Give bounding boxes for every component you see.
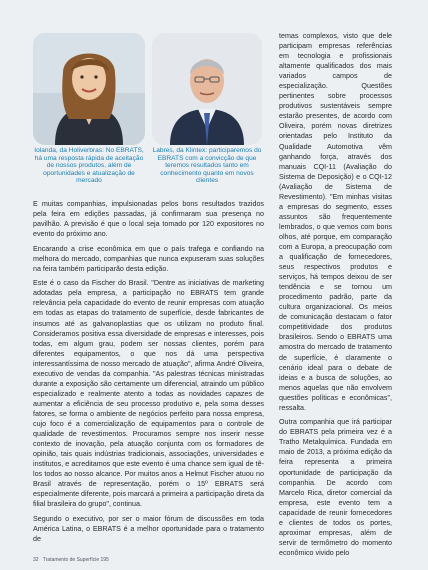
photo-caption-labres: Labres, da Klintex: participaremos do EBRATS com a convicção de que teremos resultados tanto em conhecimento quanto em novos clientes [152,147,262,185]
article-column-left [33,199,264,549]
paragraph: Outra companhia que irá participar do EBRATS pela primeira vez é a Tratho Metalquímica. Fundada em maio de 2013, a próxima edição da feira representa a primeira oportunidade de participação da companhia. De acordo com Marcelo Rica, diretor comercial da empresa, este evento tem a capacidade de reunir fornecedores e clientes de todos os portes, aproximar empresas, além de servir de termômetro do momento econômico vivido pelo [279,418,392,557]
page-number: 32 [33,557,39,563]
paragraph: Segundo o executivo, por ser o maior fórum de discussões em toda América Latina, o EBRATS é a melhor oportunidade para o tratamento de [33,514,264,543]
paragraph: E muitas companhias, impulsionadas pelos bons resultados trazidos pela feira em edições passadas, já confirmaram sua presença no pavilhão. A previsão é que o local seja tomado por 120 expositores no evento do próximo ano. [33,200,264,239]
portrait-man-image [152,33,262,145]
publication-name: Tratamento de Superfície 195 [42,557,109,563]
page-footer [33,557,109,563]
photo-labres [152,33,262,145]
paragraph: Este é o caso da Fischer do Brasil. "Dentre as iniciativas de marketing adotadas pela empresa, a participação no EBRATS tem grande relevância pela capacidade do evento de reunir empresas com atuação em todas as etapas do tratamento de superfície, desde fabricantes de insumos até as galvanoplastias que os utilizam no produto final. Consideramos positiva essa diversidade de empresas e interesses, pois todas, em algum grau, podem ser nossas clientes, porém para diferentes equipamentos, o que nos dá uma perspectiva interessantíssima de nosso mercado de atuação", afirma André Oliveira, executivo de vendas da companhia. "As palestras técnicas ministradas durante a exposição são certamente um diferencial, atraindo um público especializado e realmente atento a todas as novidades capazes de aumentar a eficiência de seu processo produtivo e, pela soma desses fatores, se forma o ambiente de negócios perfeito para nossa empresa, cujo foco é a comercialização de equipamentos para o controle de qualidade de revestimentos. Procuramos sempre nos inserir nesse contexto de inovação, pela atuação conjunta com os formadores de opinião, tais quais indústrias tradicionais, associações, universidades e institutos, e acreditamos que este evento é uma chance sem igual de tê-los todos ao nosso alcance. Por muitos anos a Helmut Fischer atuou no Brasil através de representação, porém o 15º EBRATS será especialmente diferente, pois marcará a primeira a participação direta da filial brasileira do grupo", continua. [33,279,265,509]
photo-iolanda [33,33,145,145]
paragraph: temas complexos, visto que dele participam empresas referências em tecnologia e profissionais altamente qualificados dos mais variados campos de especialização. Questões pertinentes sobre processos produtivos sustentáveis sempre estarão presentes, de acordo com Oliveira, porém novas diretrizes orientadas pelo Instituto da Qualidade Automotiva vêm ganhando força, através dos manuais CQI-11 (Avaliação do Sistema de Deposição) e o CQI-12 (Avaliação de Sistema de Revestimento). "Em minhas visitas a empresas do segmento, esses assuntos são frequentemente lembrados, o que vemos com bons olhos, até porque, em comparação com a Europa, a preocupação com a qualificação de fornecedores, seus respectivos produtos e serviços, há tempos deixou de ser tendência e se tornou um procedimento padrão, parte da cultura organizacional. Os meios de comunicação destacam o fator competitividade dos produtos brasileiros. Sendo o EBRATS uma amostra do mercado de tratamento de superfície, é claramente o cenário ideal para o debate de ideias e a busca de soluções, ao menos aquelas que não envolvem questões políticas e econômicas", ressalta. [279,32,392,412]
article-column-right [279,31,392,562]
portrait-woman-image [33,33,145,145]
paragraph: Encarando a crise econômica em que o país trafega e confiando na melhora do mercado, companhias que nunca expuseram suas soluções na feira também participarão desta edição. [33,244,264,273]
photo-caption-iolanda: Iolanda, da Holiverbras: No EBRATS, há uma resposta rápida de aceitação de nossos produtos, além de oportunidades e atualização de mercado [34,147,144,185]
